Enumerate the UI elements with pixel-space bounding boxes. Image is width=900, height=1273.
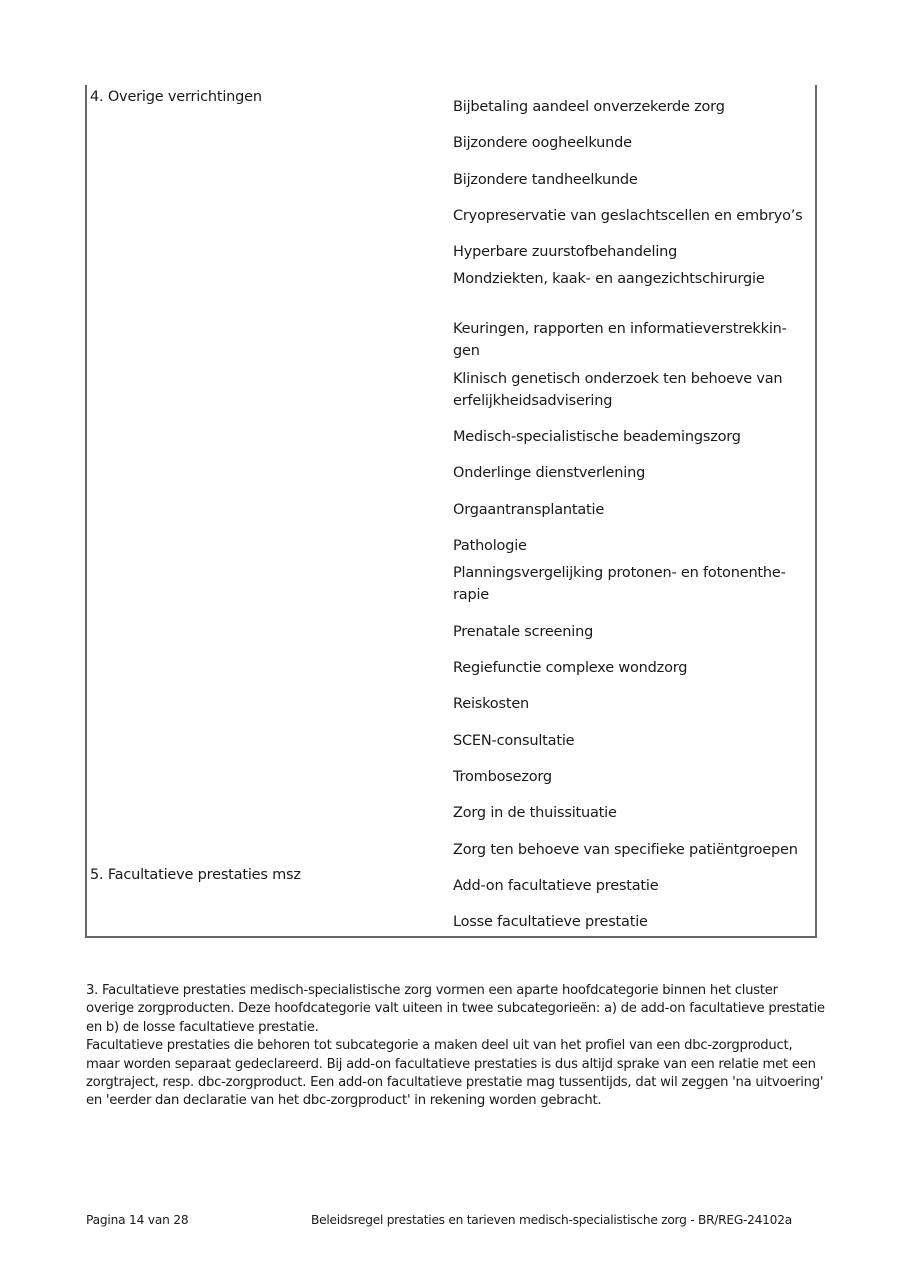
table-item: Prenatale screening [453, 624, 594, 640]
table-item-line: Keuringen, rapporten en informatieverstrekkin- [453, 321, 787, 337]
table-item [453, 368, 815, 412]
care-products-table [85, 85, 817, 938]
table-item: Losse facultatieve prestatie [453, 914, 648, 930]
table-item: Zorg ten behoeve van specifieke patiëntgroepen [453, 842, 798, 858]
table-item: Bijzondere oogheelkunde [453, 135, 632, 151]
table-item: Onderlinge dienstverlening [453, 465, 646, 481]
table-item-line: erfelijkheidsadvisering [453, 393, 613, 409]
table-item: Medisch-specialistische beademingszorg [453, 429, 741, 445]
table-item: Orgaantransplantatie [453, 502, 605, 518]
page-number: Pagina 14 van 28 [86, 1213, 189, 1227]
footnote-paragraph: Facultatieve prestaties die behoren tot subcategorie a maken deel uit van het profiel van een dbc-zorgproduct, maar worden separaat gedeclareerd. Bij add-on facultatieve prestaties is dus altijd sprake van een relatie met een zorgtraject, resp. dbc-zorgproduct. Een add-on facultatieve prestatie mag tussentijds, dat wil zeggen 'na uitvoering' en 'eerder dan declaratie van het dbc-zorgproduct' in rekening worden gebracht. [86, 1038, 824, 1109]
table-item: Reiskosten [453, 696, 530, 712]
category-label-facultatieve-prestaties: 5. Facultatieve prestaties msz [90, 867, 301, 883]
table-item: Zorg in de thuissituatie [453, 805, 617, 821]
table-item: Add-on facultatieve prestatie [453, 878, 659, 894]
table-item: Bijzondere tandheelkunde [453, 172, 638, 188]
table-item-line: Klinisch genetisch onderzoek ten behoeve van [453, 371, 783, 387]
table-item: Cryopreservatie van geslachtscellen en embryo’s [453, 208, 803, 224]
table-item [453, 318, 815, 362]
table-item: Bijbetaling aandeel onverzekerde zorg [453, 99, 725, 115]
footnote-paragraph: 3. Facultatieve prestaties medisch-specialistische zorg vormen een aparte hoofdcategorie binnen het cluster overige zorgproducten. Deze hoofdcategorie valt uiteen in twee subcategorieën: a) de add-on facultatieve prestatie en b) de losse facultatieve prestatie. [86, 983, 825, 1035]
table-item: Mondziekten, kaak- en aangezichtschirurgie [453, 271, 765, 287]
table-item: Trombosezorg [453, 769, 552, 785]
table-item: Hyperbare zuurstofbehandeling [453, 244, 678, 260]
table-item-line: gen [453, 343, 480, 359]
footnote [86, 982, 826, 1111]
document-title: Beleidsregel prestaties en tarieven medisch-specialistische zorg - BR/REG-24102a [311, 1213, 792, 1227]
table-item-line: Planningsvergelijking protonen- en fotonenthe- [453, 565, 786, 581]
table-item: Pathologie [453, 538, 527, 554]
table-item [453, 562, 815, 606]
table-item: Regiefunctie complexe wondzorg [453, 660, 688, 676]
category-label-overige-verrichtingen: 4. Overige verrichtingen [90, 89, 262, 105]
table-item-line: rapie [453, 587, 490, 603]
table-item: SCEN-consultatie [453, 733, 575, 749]
